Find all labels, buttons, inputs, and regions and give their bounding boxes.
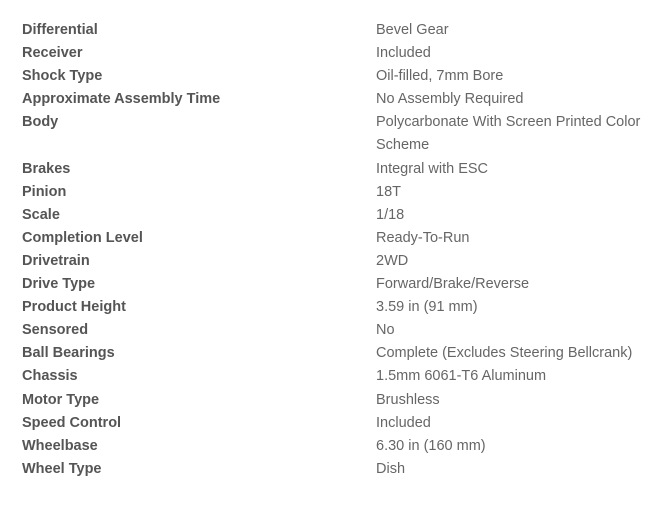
spec-row-product-height — [22, 296, 662, 319]
spec-row-pinion — [22, 181, 662, 204]
spec-value: 18T — [376, 183, 401, 200]
spec-label: Differential — [22, 22, 98, 38]
spec-label: Drivetrain — [22, 252, 90, 269]
spec-row-differential — [22, 19, 662, 42]
spec-row-assembly-time — [22, 88, 662, 111]
spec-label: Wheelbase — [22, 437, 98, 454]
spec-value: Oil-filled, 7mm Bore — [376, 68, 504, 85]
spec-row-body — [22, 111, 662, 157]
spec-value: Included — [376, 45, 431, 62]
spec-value: 1.5mm 6061-T6 Aluminum — [376, 368, 547, 385]
spec-row-drivetrain — [22, 250, 662, 273]
spec-label: Product Height — [22, 299, 126, 316]
spec-row-motor-type — [22, 389, 662, 412]
spec-value: No — [376, 322, 395, 339]
spec-value: Forward/Brake/Reverse — [376, 276, 530, 293]
spec-label: Motor Type — [22, 391, 100, 408]
spec-row-speed-control — [22, 412, 662, 435]
spec-row-sensored — [22, 319, 662, 342]
spec-row-completion-level — [22, 227, 662, 250]
spec-label: Ball Bearings — [22, 345, 115, 362]
spec-label: Approximate Assembly Time — [22, 91, 221, 108]
spec-label: Drive Type — [22, 276, 96, 293]
spec-value: 3.59 in (91 mm) — [376, 299, 478, 316]
spec-value: Included — [376, 414, 431, 431]
spec-label: Wheel Type — [22, 460, 102, 477]
spec-label: Receiver — [22, 45, 83, 62]
spec-value: 1/18 — [376, 206, 405, 223]
spec-row-wheel-type — [22, 458, 662, 481]
spec-value: Integral with ESC — [376, 160, 489, 177]
spec-label: Scale — [22, 206, 60, 223]
spec-value: Ready-To-Run — [376, 229, 470, 246]
spec-row-wheelbase — [22, 435, 662, 458]
spec-value: 6.30 in (160 mm) — [376, 437, 486, 454]
spec-value: Complete (Excludes Steering Bellcrank) — [376, 345, 633, 362]
spec-row-brakes — [22, 158, 662, 181]
spec-label: Brakes — [22, 160, 71, 177]
spec-value: Polycarbonate With Screen Printed Color Scheme — [376, 114, 641, 154]
spec-label: Shock Type — [22, 68, 103, 85]
spec-value: Dish — [376, 460, 406, 477]
spec-row-drive-type — [22, 273, 662, 296]
spec-label: Sensored — [22, 322, 89, 339]
spec-value: No Assembly Required — [376, 91, 524, 108]
spec-row-chassis — [22, 365, 662, 388]
spec-label: Pinion — [22, 183, 67, 200]
spec-value: 2WD — [376, 252, 409, 269]
spec-row-scale — [22, 204, 662, 227]
spec-label: Completion Level — [22, 229, 143, 246]
spec-table — [22, 19, 662, 481]
spec-value: Bevel Gear — [376, 22, 449, 38]
spec-row-shock-type — [22, 65, 662, 88]
spec-row-receiver — [22, 42, 662, 65]
spec-label: Speed Control — [22, 414, 122, 431]
spec-value: Brushless — [376, 391, 440, 408]
spec-label: Body — [22, 114, 59, 131]
spec-row-ball-bearings — [22, 342, 662, 365]
spec-label: Chassis — [22, 368, 78, 385]
